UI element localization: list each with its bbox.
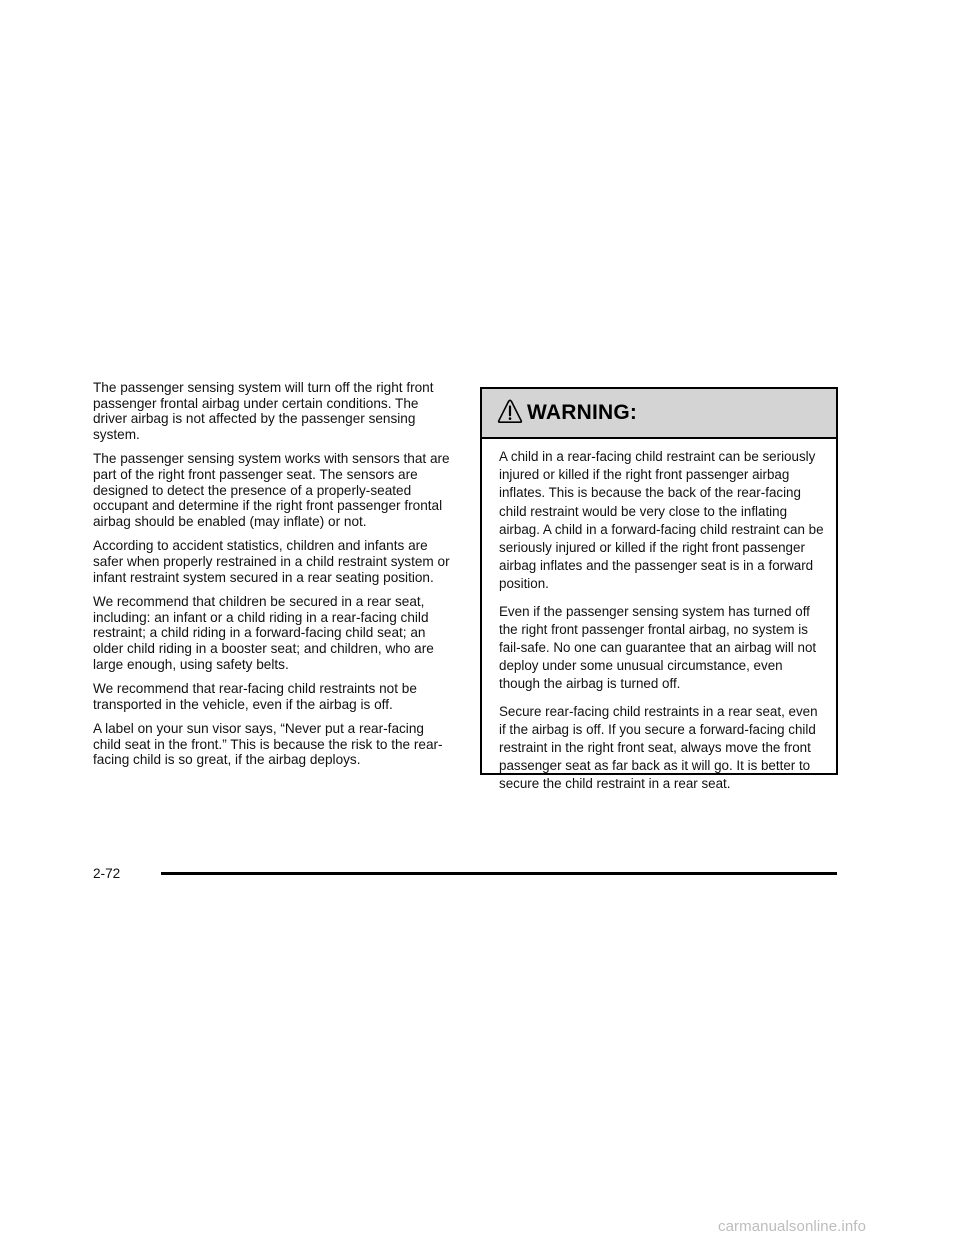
watermark: carmanualsonline.info [718,1218,867,1235]
warning-header [482,389,836,439]
paragraph: The passenger sensing system works with sensors that are part of the right front passenger seat. The sensors are designed to detect the presence of a properly-seated occupant and determine if the right front passenger frontal airbag should be enabled (may inflate) or not. [93,451,450,529]
warning-paragraph: A child in a rear-facing child restraint can be seriously injured or killed if the right front passenger airbag inflates. This is because the back of the rear-facing child restraint would be very close to the inflating airbag. A child in a forward-facing child restraint can be seriously injured or killed if the right front passenger airbag inflates and the passenger seat is in a forward position. [499,449,824,592]
paragraph: The passenger sensing system will turn off the right front passenger frontal airbag under certain conditions. The driver airbag is not affected by the passenger sensing system. [93,380,434,442]
warning-triangle-icon [497,399,523,425]
page-number: 2-72 [93,866,121,881]
warning-paragraph: Secure rear-facing child restraints in a rear seat, even if the airbag is off. If you secure a forward-facing child restraint in the right front seat, always move the front passenger seat as far back as it will go. It is better to secure the child restraint in a rear seat. [499,703,818,792]
warning-box [480,387,838,792]
paragraph: According to accident statistics, children and infants are safer when properly restrained in a child restraint system or infant restraint system secured in a rear seating position. [93,538,450,585]
paragraph: A label on your sun visor says, “Never put a rear-facing child seat in the front.” This is because the risk to the rear-facing child is so great, if the airbag deploys. [93,721,443,768]
warning-title: WARNING: [527,401,638,424]
paragraph: We recommend that children be secured in a rear seat, including: an infant or a child riding in a rear-facing child restraint; a child riding in a forward-facing child seat; an older child riding in a booster seat; and children, who are large enough, using safety belts. [93,594,434,672]
warning-paragraph: Even if the passenger sensing system has turned off the right front passenger frontal airbag, no system is fail-safe. No one can guarantee that an airbag will not deploy under some unusual circumstance, even though the airbag is turned off. [499,603,817,692]
warning-body [482,439,836,794]
paragraph: We recommend that rear-facing child restraints not be transported in the vehicle, even if the airbag is off. [93,681,417,712]
footer-rule [161,872,837,875]
body-text-column [93,380,455,777]
